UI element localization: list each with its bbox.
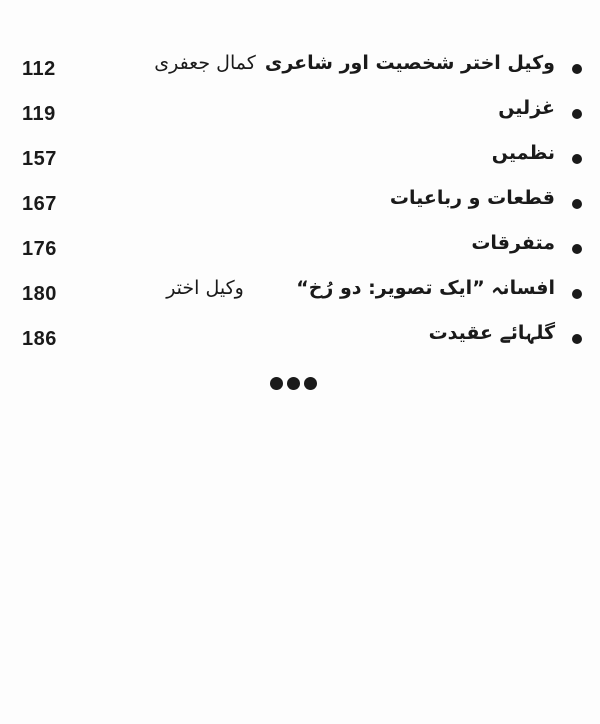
page-number: 176 [22, 238, 57, 260]
page-number: 157 [22, 148, 57, 170]
entry-title: متفرقات [471, 232, 555, 254]
page-number: 167 [22, 193, 57, 215]
bullet-icon [572, 109, 582, 119]
entry-title: افسانہ ”ایک تصویر: دو رُخ“ [296, 277, 555, 299]
dot-icon [287, 377, 300, 390]
entry-title: گلہائے عقیدت [428, 322, 555, 344]
section-end-ornament [270, 377, 320, 391]
entry-title: غزلیں [498, 97, 555, 119]
entry-author: وکیل اختر [166, 277, 244, 299]
toc-entry [0, 50, 600, 90]
dot-icon [270, 377, 283, 390]
toc-entry [0, 95, 600, 135]
dot-icon [304, 377, 317, 390]
page-number: 186 [22, 328, 57, 350]
toc-entry [0, 185, 600, 225]
bullet-icon [572, 64, 582, 74]
page-number: 119 [22, 103, 56, 125]
entry-author: کمال جعفری [154, 52, 256, 74]
bullet-icon [572, 289, 582, 299]
toc-entry [0, 320, 600, 360]
entry-title: وکیل اختر شخصیت اور شاعری [264, 52, 555, 74]
entry-title: نظمیں [491, 142, 555, 164]
page-number: 112 [22, 58, 56, 80]
toc-entry [0, 230, 600, 270]
bullet-icon [572, 154, 582, 164]
bullet-icon [572, 334, 582, 344]
toc-entry [0, 140, 600, 180]
toc-entry [0, 275, 600, 315]
bullet-icon [572, 199, 582, 209]
page-number: 180 [22, 283, 57, 305]
entry-title: قطعات و رباعیات [389, 187, 555, 209]
bullet-icon [572, 244, 582, 254]
